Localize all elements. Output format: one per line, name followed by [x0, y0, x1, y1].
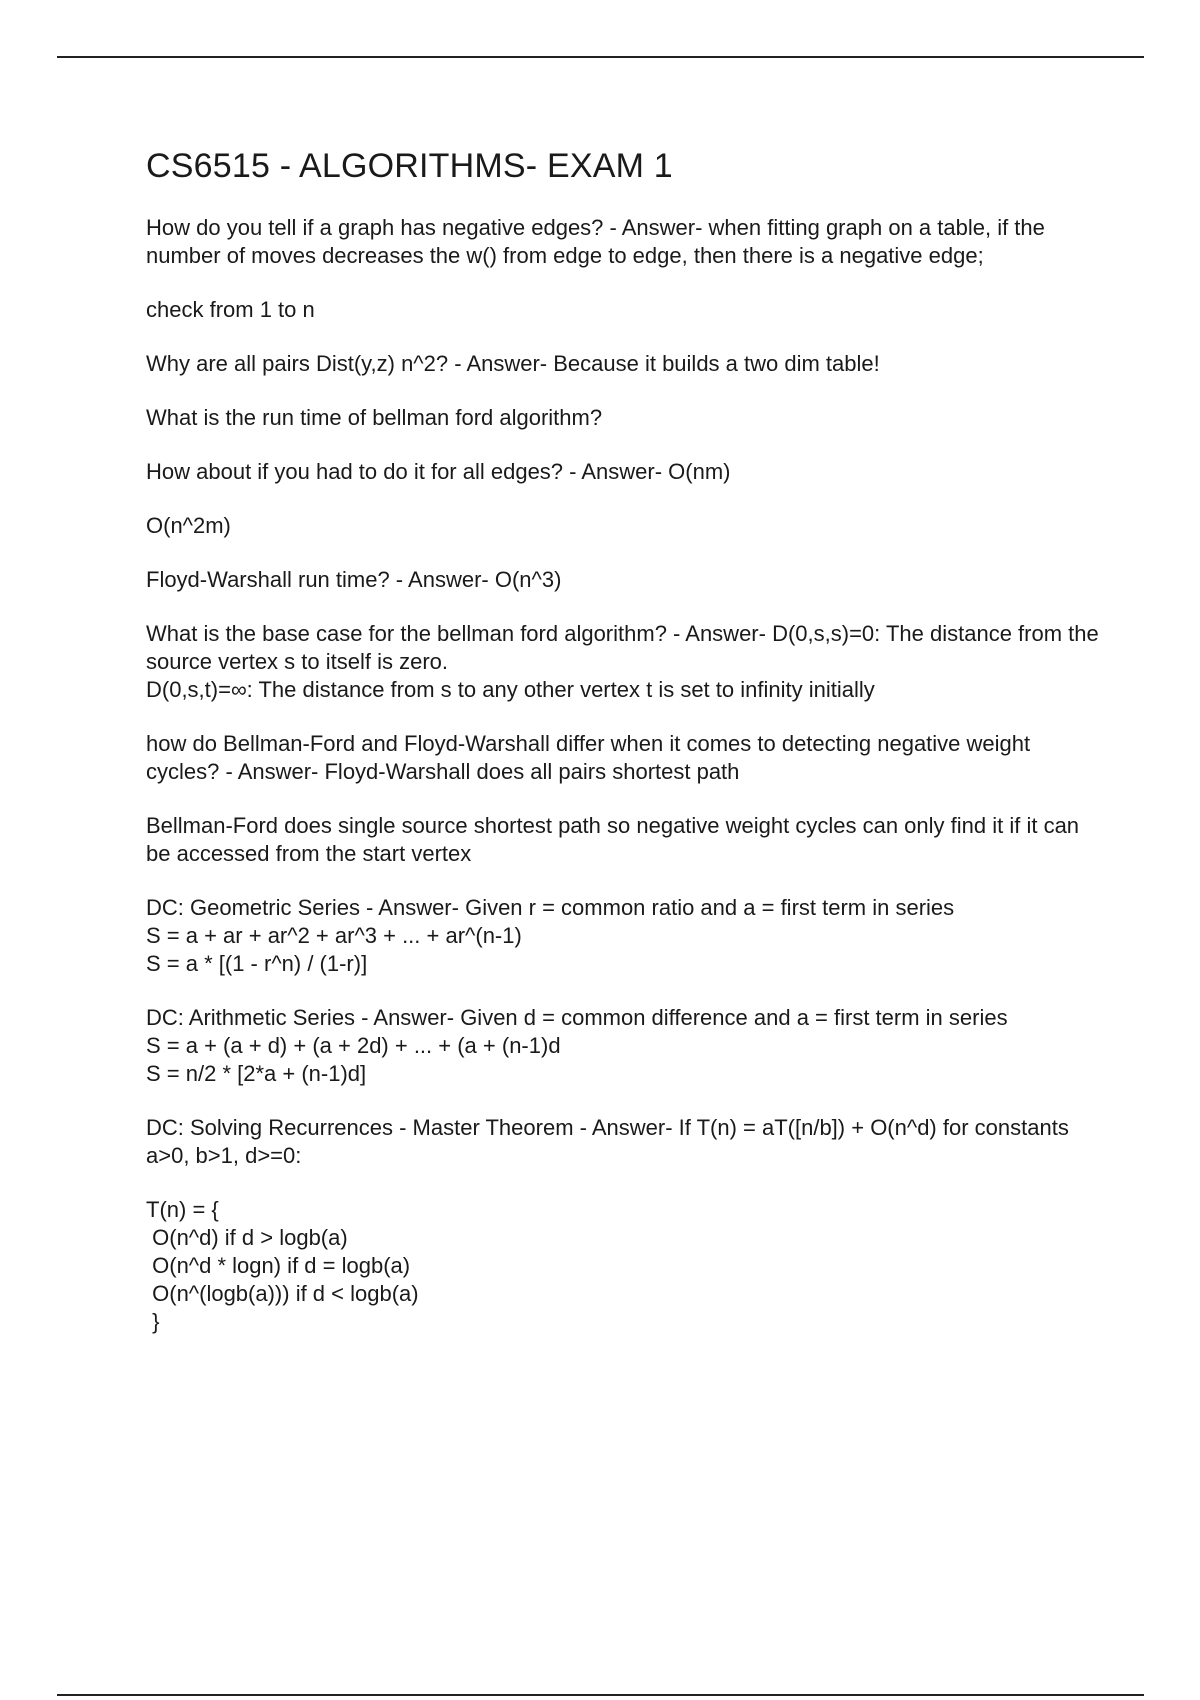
formula-line: S = n/2 * [2*a + (n-1)d] — [146, 1061, 367, 1086]
paragraph-line: DC: Arithmetic Series - Answer- Given d = common difference and a = first term in series — [146, 1005, 1008, 1030]
qa-all-pairs-dist — [146, 350, 1106, 378]
master-theorem-cases — [146, 1196, 1106, 1336]
formula-line: S = a * [(1 - r^n) / (1-r)] — [146, 951, 368, 976]
document-body — [146, 140, 1106, 1362]
paragraph-line: check from 1 to n — [146, 297, 315, 322]
paragraph-line: Floyd-Warshall run time? - Answer- O(n^3) — [146, 567, 562, 592]
paragraph-line: Why are all pairs Dist(y,z) n^2? - Answer- Because it builds a two dim table! — [146, 351, 880, 376]
qa-master-theorem — [146, 1114, 1106, 1170]
note-check-range — [146, 296, 1106, 324]
top-divider — [57, 56, 1144, 58]
qa-negative-cycles — [146, 730, 1106, 786]
qa-negative-edges — [146, 214, 1106, 270]
paragraph-line: What is the base case for the bellman ford algorithm? - Answer- D(0,s,s)=0: The distance from the source vertex s to itself is zero. — [146, 621, 1105, 674]
formula-line: S = a + (a + d) + (a + 2d) + ... + (a + (n-1)d — [146, 1033, 561, 1058]
qa-floyd-warshall-runtime — [146, 566, 1106, 594]
qa-arithmetic-series — [146, 1004, 1106, 1088]
formula-line: O(n^(logb(a))) if d < logb(a) — [146, 1281, 419, 1306]
paragraph-line: DC: Solving Recurrences - Master Theorem - Answer- If T(n) = aT([n/b]) + O(n^d) for constants a>0, b>1, d>=0: — [146, 1115, 1075, 1168]
formula-line: O(n^d) if d > logb(a) — [146, 1225, 348, 1250]
paragraph-line: how do Bellman-Ford and Floyd-Warshall differ when it comes to detecting negative weight cycles? - Answer- Floyd-Warshall does all pairs shortest path — [146, 731, 1037, 784]
qa-geometric-series — [146, 894, 1106, 978]
paragraph-line: O(n^2m) — [146, 513, 231, 538]
qa-bellman-ford-base-case — [146, 620, 1106, 704]
note-runtime — [146, 512, 1106, 540]
paragraph-line: How about if you had to do it for all edges? - Answer- O(nm) — [146, 459, 731, 484]
paragraph-line: D(0,s,t)=∞: The distance from s to any other vertex t is set to infinity initially — [146, 677, 875, 702]
paragraph-line: What is the run time of bellman ford algorithm? — [146, 405, 603, 430]
formula-line: S = a + ar + ar^2 + ar^3 + ... + ar^(n-1) — [146, 923, 522, 948]
paragraph-line: How do you tell if a graph has negative edges? - Answer- when fitting graph on a table, if the number of moves decreases the w() from edge to edge, then there is a negative edge; — [146, 215, 1052, 268]
formula-line: O(n^d * logn) if d = logb(a) — [146, 1253, 411, 1278]
formula-line: } — [146, 1309, 160, 1334]
note-bellman-ford-single-source — [146, 812, 1106, 868]
page-title: CS6515 - ALGORITHMS- EXAM 1 — [146, 147, 673, 185]
formula-line: T(n) = { — [146, 1197, 219, 1222]
question-bellman-ford-runtime — [146, 404, 1106, 432]
qa-all-edges — [146, 458, 1106, 486]
paragraph-line: DC: Geometric Series - Answer- Given r = common ratio and a = first term in series — [146, 895, 955, 920]
bottom-divider — [57, 1694, 1144, 1696]
paragraph-line: Bellman-Ford does single source shortest path so negative weight cycles can only find it if it can be accessed from the start vertex — [146, 813, 1086, 866]
